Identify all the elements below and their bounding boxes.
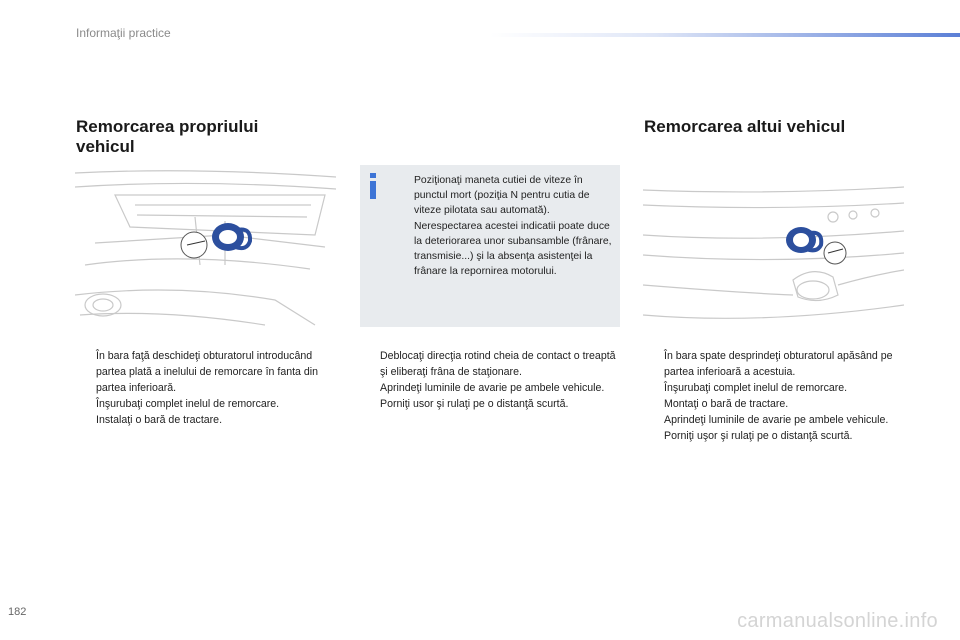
page-number: 182 [8, 606, 27, 618]
list-item: În bara spate desprindeţi obturatorul apăsând pe partea inferioară a acestuia. [664, 350, 893, 378]
left-title-line1: Remorcarea propriului [76, 117, 259, 136]
list-item: Montaţi o bară de tractare. [664, 398, 789, 410]
list-item: Înşurubaţi complet inelul de remorcare. [96, 398, 280, 410]
info-box [360, 165, 620, 327]
info-paragraph-1: Poziţionaţi maneta cutiei de viteze în punctul mort (poziţia N pentru cutia de viteze pilotata sau automată). [414, 175, 590, 217]
header-accent-bar [490, 33, 960, 37]
info-icon [368, 173, 378, 199]
info-text [392, 173, 617, 279]
info-paragraph-2: Nerespectarea acestei indicatii poate duce la deteriorarea unor subansamble (frânare, transmisie...) şi la absenţa asistenţei la frânare la repornirea motorului. [414, 220, 612, 278]
rear-bumper-illustration [643, 165, 904, 340]
left-title-line2: vehicul [76, 137, 135, 156]
list-item: În bara faţă deschideţi obturatorul introducând partea plată a inelului de remorcare în fanta din partea inferioară. [96, 350, 319, 394]
left-section-title [76, 117, 258, 157]
header-section-title: Informaţii practice [76, 26, 171, 40]
middle-steps-list [360, 348, 622, 412]
list-item: Porniţi usor şi rulaţi pe o distanţă scurtă. [380, 398, 569, 410]
list-item: Porniţi uşor şi rulaţi pe o distanţă scurtă. [664, 430, 853, 442]
list-item: Aprindeţi luminile de avarie pe ambele vehicule. [380, 382, 605, 394]
list-item: Deblocaţi direcţia rotind cheia de contact o treaptă şi eliberaţi frâna de staţionare. [380, 350, 616, 378]
right-section-title: Remorcarea altui vehicul [644, 117, 846, 136]
watermark: carmanualsonline.info [737, 610, 938, 632]
list-item: Înşurubaţi complet inelul de remorcare. [664, 382, 848, 394]
list-item: Aprindeţi luminile de avarie pe ambele vehicule. [664, 414, 889, 426]
front-bumper-illustration [75, 165, 336, 340]
list-item: Instalaţi o bară de tractare. [96, 414, 223, 426]
right-steps-list [644, 348, 894, 444]
left-steps-list [76, 348, 336, 428]
